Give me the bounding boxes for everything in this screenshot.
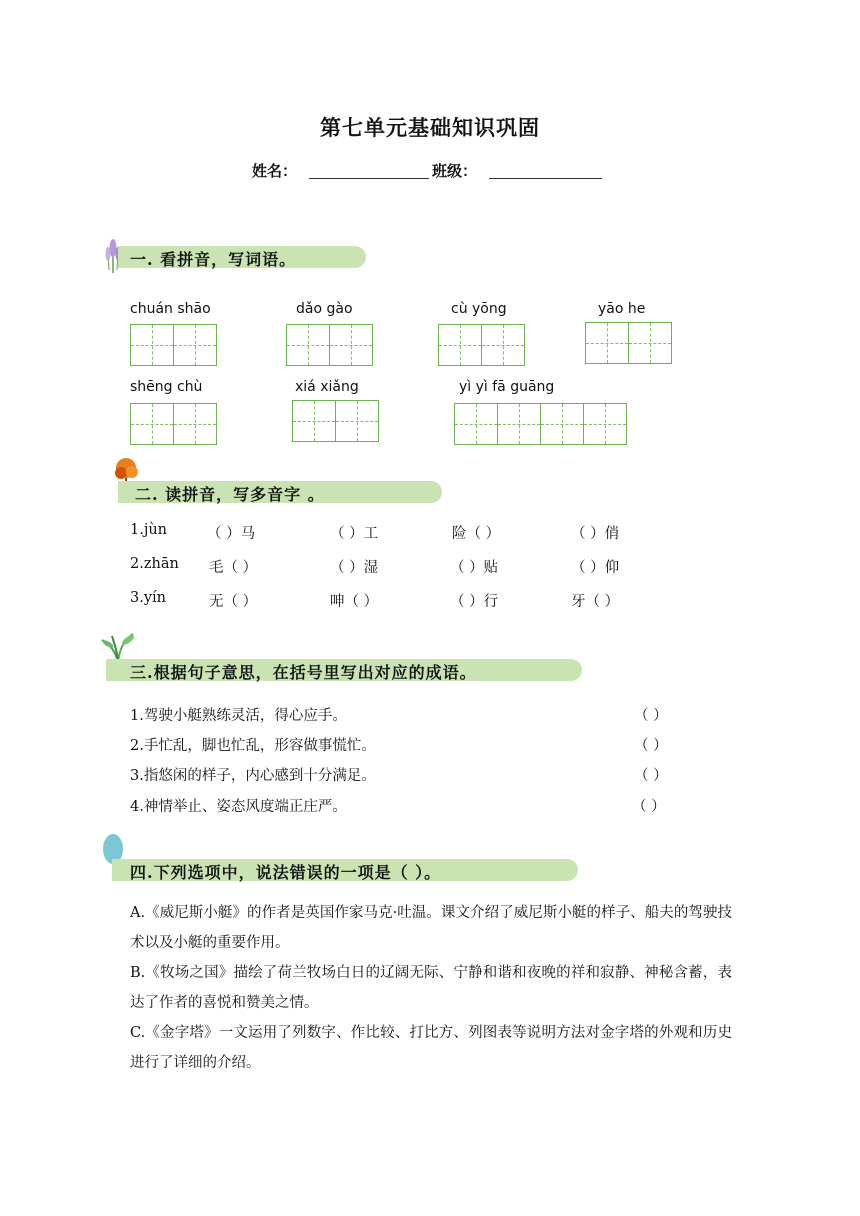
poly-cell[interactable]: （ ）仰 <box>571 560 620 576</box>
name-label: 姓名： <box>252 162 298 180</box>
poly-cell[interactable]: （ ）湿 <box>330 560 379 576</box>
idiom-question-3: 3.指悠闲的样子，内心感到十分满足。 <box>130 768 376 784</box>
idiom-answer-3[interactable]: （ ） <box>634 768 668 784</box>
idiom-answer-1[interactable]: （ ） <box>634 708 668 724</box>
option-c[interactable]: C.《金字塔》一文运用了列数字、作比较、打比方、列图表等说明方法对金字塔的外观和历史进行了详细的介绍。 <box>130 1025 732 1071</box>
char-grid-7[interactable] <box>454 403 626 445</box>
pinyin-1: chuán shāo <box>130 301 211 317</box>
pinyin-6: xiá xiǎng <box>295 379 359 395</box>
name-field[interactable] <box>309 178 429 179</box>
section2-title: 二. 读拼音，写多音字 。 <box>135 485 325 504</box>
poly-label-2: 2.zhān <box>130 556 179 572</box>
page-title: 第七单元基础知识巩固 <box>320 116 540 140</box>
idiom-question-1: 1.驾驶小艇熟练灵活，得心应手。 <box>130 708 347 724</box>
idiom-question-4: 4.神情举止、姿态风度端正庄严。 <box>130 799 347 815</box>
pinyin-4: yāo he <box>598 301 646 317</box>
poly-label-3: 3.yín <box>130 590 167 606</box>
pinyin-5: shēng chù <box>130 379 203 395</box>
char-grid-2[interactable] <box>286 324 372 366</box>
idiom-question-2: 2.手忙乱，脚也忙乱，形容做事慌忙。 <box>130 738 376 754</box>
option-b[interactable]: B.《牧场之国》描绘了荷兰牧场白日的辽阔无际、宁静和谐和夜晚的祥和寂静、神秘含蓄，表达了作者的喜悦和赞美之情。 <box>130 965 732 1011</box>
poly-cell[interactable]: 险（ ） <box>452 526 501 542</box>
char-grid-1[interactable] <box>130 324 216 366</box>
class-field[interactable] <box>489 178 602 179</box>
poly-cell[interactable]: （ ）贴 <box>450 560 499 576</box>
name-class-row <box>252 160 297 181</box>
section4-title: 四.下列选项中，说法错误的一项是（ ）。 <box>130 863 442 882</box>
poly-cell[interactable]: 无（ ） <box>209 594 258 610</box>
char-grid-4[interactable] <box>585 322 671 364</box>
class-label: 班级： <box>432 162 478 180</box>
poly-cell[interactable]: （ ）俏 <box>571 526 620 542</box>
section1-title: 一. 看拼音，写词语。 <box>130 250 297 269</box>
poly-cell[interactable]: 呻（ ） <box>330 594 379 610</box>
char-grid-6[interactable] <box>292 400 378 442</box>
poly-label-1: 1.jùn <box>130 522 168 538</box>
option-a[interactable]: A.《威尼斯小艇》的作者是英国作家马克·吐温。课文介绍了威尼斯小艇的样子、船夫的驾驶技术以及小艇的重要作用。 <box>130 905 732 951</box>
section3-title: 三.根据句子意思，在括号里写出对应的成语。 <box>130 663 477 682</box>
pinyin-7: yì yì fā guāng <box>459 379 555 395</box>
pinyin-3: cù yōng <box>451 301 507 317</box>
poly-cell[interactable]: （ ）行 <box>450 594 499 610</box>
char-grid-5[interactable] <box>130 403 216 445</box>
poly-cell[interactable]: 毛（ ） <box>209 560 258 576</box>
poly-cell[interactable]: （ ）工 <box>330 526 379 542</box>
idiom-answer-2[interactable]: （ ） <box>634 738 668 754</box>
idiom-answer-4[interactable]: （ ） <box>632 799 666 815</box>
pinyin-2: dǎo gào <box>296 301 353 317</box>
poly-cell[interactable]: 牙（ ） <box>571 594 620 610</box>
poly-cell[interactable]: （ ）马 <box>207 526 256 542</box>
char-grid-3[interactable] <box>438 324 524 366</box>
